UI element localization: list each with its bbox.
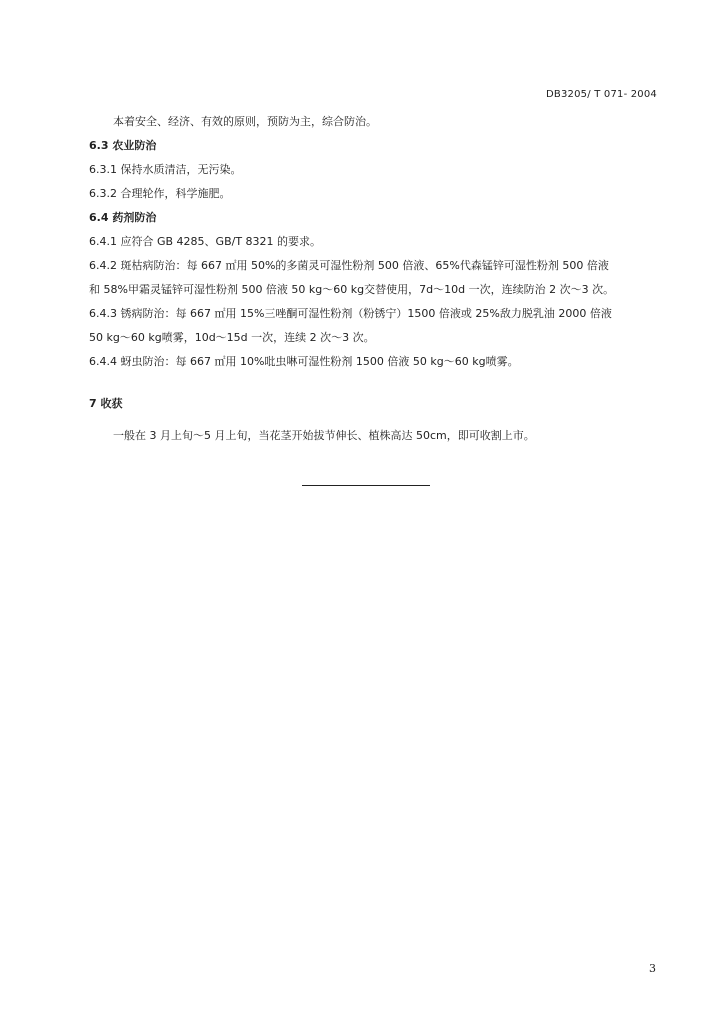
clause-6-4-2-line-2: 和 58%甲霜灵锰锌可湿性粉剂 500 倍液 50 kg～60 kg交替使用，7d～10d 一次，连续防治 2 次～3 次。 — [89, 283, 615, 296]
paragraph-principle: 本着安全、经济、有效的原则，预防为主，综合防治。 — [113, 115, 377, 128]
paragraph-harvest: 一般在 3 月上旬～5 月上旬，当花茎开始拔节伸长、植株高达 50cm，即可收割上市。 — [113, 429, 535, 442]
clause-6-3-1: 6.3.1 保持水质清洁，无污染。 — [89, 163, 242, 176]
page-number: 3 — [649, 962, 656, 975]
clause-6-4-3-line-1: 6.4.3 锈病防治：每 667 ㎡用 15%三唑酮可湿性粉剂（粉锈宁）1500 倍液或 25%敌力脱乳油 2000 倍液 — [89, 307, 612, 320]
section-heading-6-3: 6.3 农业防治 — [89, 139, 157, 152]
section-heading-7: 7 收获 — [89, 397, 123, 410]
clause-6-4-2-line-1: 6.4.2 斑枯病防治：每 667 ㎡用 50%的多菌灵可湿性粉剂 500 倍液、65%代森锰锌可湿性粉剂 500 倍液 — [89, 259, 609, 272]
clause-6-4-1: 6.4.1 应符合 GB 4285、GB/T 8321 的要求。 — [89, 235, 322, 248]
section-heading-6-4: 6.4 药剂防治 — [89, 211, 157, 224]
end-rule — [302, 485, 430, 486]
clause-6-4-4: 6.4.4 蚜虫防治：每 667 ㎡用 10%吡虫啉可湿性粉剂 1500 倍液 50 kg～60 kg喷雾。 — [89, 355, 519, 368]
clause-6-3-2: 6.3.2 合理轮作，科学施肥。 — [89, 187, 231, 200]
clause-6-4-3-line-2: 50 kg～60 kg喷雾，10d～15d 一次，连续 2 次～3 次。 — [89, 331, 375, 344]
document-code: DB3205/ T 071- 2004 — [546, 89, 657, 100]
